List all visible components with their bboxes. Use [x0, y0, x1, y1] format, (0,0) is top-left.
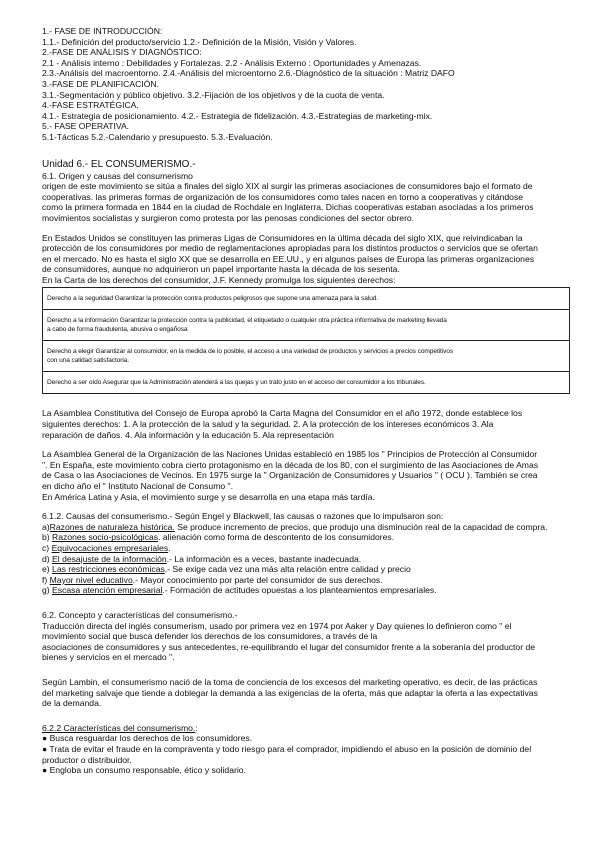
list-item: ● Engloba un consumo responsable, ético y solidario. [42, 765, 246, 776]
cause-term: El desajuste de la información [52, 553, 167, 564]
list-item [42, 554, 582, 565]
cause-text: . [168, 543, 171, 553]
list-item [42, 564, 582, 575]
item-prefix: e) [42, 564, 50, 575]
cause-text: .- Mayor conocimiento por parte del consumidor de sus derechos. [132, 574, 383, 585]
consumer-rights-table [42, 287, 570, 394]
item-prefix: d) [42, 553, 50, 564]
table-cell [43, 341, 570, 372]
concept-paragraph [42, 621, 582, 663]
list-item: ● Busca resguardar los derechos de los consumidores. [42, 733, 253, 744]
paragraph-line: ". En España, este movimiento cobra cierto protagonismo en la década de los 80, con el surgimiento de las Asociaciones de Amas [42, 459, 539, 470]
list-item [42, 532, 582, 543]
paragraph-line: movimientos socialistas y surgieron como protesta por las penosas condiciones del sector obrero. [42, 212, 415, 223]
table-row [43, 310, 570, 341]
section-622-suffix: : [195, 722, 198, 733]
paragraph-line: Traducción directa del inglés consumerism, usado por primera vez en 1974 por Aaker y Day quienes lo definieron como " el [42, 620, 512, 631]
paragraph-line: del marketing salvaje que tiende a doblegar la demanda a las exigencias de la oferta, más que adaptar la oferta a las expectativas [42, 687, 538, 698]
cause-text: .- Se exige cada vez una más alta relación entre calidad y precio [164, 564, 411, 575]
characteristics-list [42, 733, 582, 775]
paragraph-line: asociaciones de consumidores y sus antecedentes, re-equilibrando el lugar del consumidor frente a la soberanía del productor de [42, 641, 536, 652]
outline-line: 1.- FASE DE INTRODUCCIÓN: [42, 26, 163, 36]
section-61-title: 6.1. Origen y causas del consumerismo [42, 170, 193, 181]
paragraph-line: en dicho año el " Instituto Nacional de Consumo ". [42, 481, 233, 492]
outline-line: 5.1-Tácticas 5.2.-Calendario y presupuesto. 5.3.-Evaluación. [42, 131, 273, 142]
list-item: productor o distribuidor. [42, 754, 132, 765]
outline-line: 4.1.- Estrategia de posicionamiento. 4.2.- Estrategia de fidelización. 4.3.-Estrategias de marketing-mix. [42, 110, 433, 121]
paragraph-line: siguientes derechos: 1. A la protección de la salud y la seguridad. 2. A la protección de los intereses económicos 3. Ala [42, 419, 494, 430]
table-cell [43, 288, 570, 310]
outline-line: 2.1 - Análisis interno : Debilidades y Fortalezas. 2.2 - Análisis Externo : Oportunidades y Amenazas. [42, 57, 422, 68]
section-62-title: 6.2. Concepto y características del consumerismo.- [42, 609, 238, 620]
causes-title: 6.1.2. Causas del consumerismo.- Según Engel y Blackwell, las causas o razones que lo impulsaron son: [42, 511, 444, 522]
paragraph-line: protección de los consumidores por medio de reglamentaciones apropiadas para los distintos productos o servicios que se ofertan [42, 243, 538, 254]
un-paragraph [42, 449, 582, 491]
cause-text: Se produce incremento de precios, que produjo una disminución real de la capacidad de compra. [174, 521, 548, 532]
list-item: ● Trata de evitar el fraude en la compraventa y todo riesgo para el comprador, impidiendo el abuso en la posición de dominio del [42, 743, 532, 754]
item-prefix: a) [42, 521, 50, 532]
document-page [42, 26, 582, 776]
europe-paragraph [42, 408, 582, 440]
outline-line: 2.3.-Análisis del macroentorno. 2.4.-Análisis del microentorno 2.6.-Diagnóstico de la situación : Matriz DAFO [42, 68, 455, 79]
table-row [43, 288, 570, 310]
outline-line: 3.-FASE DE PLANIFICACIÓN. [42, 78, 159, 89]
cause-term: Equivocaciones empresariales [51, 543, 169, 553]
section-622-title [42, 723, 582, 734]
list-item [42, 522, 582, 533]
origin-paragraph [42, 181, 582, 223]
outline-line: 1.1.- Definición del producto/servicio 1.2.- Definición de la Misión, Visión y Valores. [42, 36, 357, 47]
cause-term: Las restricciones económicas [52, 564, 165, 575]
item-prefix: c) [42, 543, 50, 553]
cell-line: a cabo de forma fraudulenta, abusiva o engañosa [47, 326, 188, 334]
lambin-paragraph [42, 677, 582, 709]
paragraph-line: Según Lambin, el consumerismo nació de la toma de conciencia de los excesos del marketing operativo, es decir, de las prácticas [42, 676, 538, 687]
section-622-title-text: 6.2.2 Características del consumerismo. [42, 722, 196, 733]
phase-outline [42, 26, 582, 143]
cell-line: Derecho a elegir Garantizar al consumidor, en la medida de lo posible, el acceso a una variedad de productos y servicios a precios competitivos [47, 348, 454, 356]
paragraph-line: de consumidores, aunque no adquirieron un papel importante hasta la década de los sesenta. [42, 264, 400, 275]
causes-list [42, 522, 582, 596]
latam-line: En América Latina y Asia, el movimiento surge y se desarrolla en una etapa más tardía. [42, 491, 375, 502]
paragraph-line: de la demanda. [42, 698, 102, 709]
table-cell [43, 310, 570, 341]
table-cell [43, 372, 570, 394]
paragraph-line: movimiento social que busca defender los derechos de los consumidores, a través de la [42, 631, 378, 642]
cause-text: .- La información es a veces, bastante inadecuada. [166, 553, 362, 564]
usa-paragraph [42, 233, 582, 275]
outline-line: 5.- FASE OPERATIVA. [42, 121, 130, 132]
list-item [42, 585, 582, 596]
cell-line: Derecho a ser oído Asegurar que la Administración atenderá a las quejas y un trato justo en el acceso del consumidor a los tribunales. [47, 379, 426, 387]
cell-line: Derecho a la información Garantizar la protección contra la publicidad, el etiquetado o cualquier otra práctica informativa de marketing llevada [47, 317, 447, 325]
outline-line: 2.-FASE DE ANÁLISIS Y DIAGNÓSTICO: [42, 47, 202, 58]
item-prefix: f) [42, 574, 48, 585]
paragraph-line: La Asamblea General de la Organización de las Naciones Unidas estableció en 1985 los " Principios de Protección al Consumidor [42, 449, 538, 460]
paragraph-line: reparación de daños. 4. Ala información y la educación 5. Ala representación [42, 429, 334, 440]
item-prefix: b) [42, 532, 50, 543]
kennedy-intro: En la Carta de los derechos del consumidor, J.F. Kennedy promulga los siguientes derechos: [42, 274, 396, 285]
outline-line: 4.-FASE ESTRATÉGICA. [42, 100, 139, 111]
cell-line: con una calidad satisfactoria. [47, 357, 130, 365]
paragraph-line: cooperativas. las primeras formas de organización de los consumidores como tales nacen en torno a cooperativas y citándose [42, 191, 524, 202]
paragraph-line: en el mercado. No es hasta el siglo XX que se desarrolla en EE.UU., y en algunos países de Europa las primeras organizaciones [42, 253, 535, 264]
table-row [43, 341, 570, 372]
paragraph-line: origen de este movimiento se sitúa a finales del siglo XIX al surgir las primeras asociaciones de consumidores bajo el formato de [42, 181, 533, 192]
paragraph-line: como la primera formada en 1844 en la ciudad de Rochdale en Inglaterra. Dichas cooperativas estaban asociadas a los primeros [42, 202, 534, 213]
item-prefix: g) [42, 585, 50, 596]
cause-term: Mayor nivel educativo [49, 574, 133, 585]
paragraph-line: En Estados Unidos se constituyen las primeras Ligas de Consumidores en la última década del siglo XIX, que reivindicaban la [42, 232, 523, 243]
cause-term: Razones socio-psicológicas [52, 532, 159, 543]
table-row [43, 372, 570, 394]
cell-line: Derecho a la seguridad Garantizar la protección contra productos peligrosos que supone una amenaza para la salud. [47, 295, 379, 303]
cause-term: Escasa atención empresarial [52, 585, 163, 596]
unit-title: Unidad 6.- EL CONSUMERISMO.- [42, 158, 196, 170]
list-item [42, 543, 582, 554]
paragraph-line: La Asamblea Constitutiva del Consejo de Europa aprobó la Carta Magna del Consumidor en el año 1972, donde establece los [42, 408, 523, 419]
cause-text: . alienación como forma de descontento de los consumidores. [158, 532, 395, 543]
outline-line: 3.1.-Segmentación y público objetivo. 3.2.-Fijación de los objetivos y de la cuota de venta. [42, 89, 385, 100]
cause-text: .- Formación de actitudes opuestas a los planteamientos empresariales. [162, 585, 437, 596]
paragraph-line: bienes y servicios en el mercado ". [42, 652, 175, 663]
paragraph-line: de Casa o las Asociaciones de Vecinos. En 1975 surge la " Organización de Consumidores y Usuarios " ( OCU ). También se crea [42, 470, 538, 481]
cause-term: Razones de naturaleza histórica. [49, 521, 175, 532]
list-item [42, 575, 582, 586]
